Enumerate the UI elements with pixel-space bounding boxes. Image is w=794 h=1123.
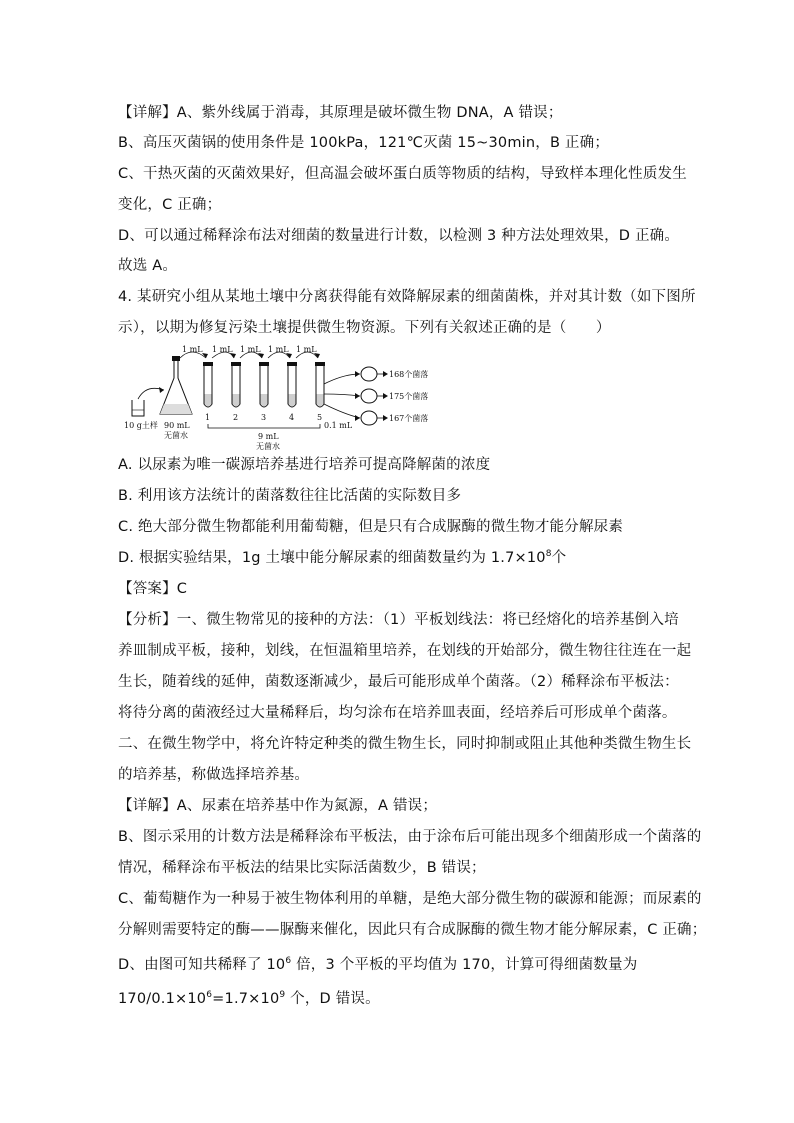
tube-number: 1: [205, 413, 211, 422]
analysis-line: 的培养基，称做选择培养基。: [118, 767, 310, 783]
text-segment: 个，D 错误。: [285, 991, 380, 1007]
text-line: C、干热灭菌的灭菌效果好，但高温会破坏蛋白质等物质的结构，导致样本理化性质发生: [118, 166, 687, 182]
explanation-line: C、葡萄糖作为一种易于被生物体利用的单糖，是绝大部分微生物的碳源和能源；而尿素的: [118, 891, 702, 907]
option-c: C. 绝大部分微生物都能利用葡萄糖，但是只有合成脲酶的微生物才能分解尿素: [118, 519, 624, 535]
diluent-label: 无菌水: [256, 442, 280, 451]
text-line: D、可以通过稀释涂布法对细菌的数量进行计数，以检测 3 种方法处理效果，D 正确。: [118, 228, 680, 244]
question-stem: 示），以期为修复污染土壤提供微生物资源。下列有关叙述正确的是（ ）: [118, 320, 611, 336]
transfer-volume-label: 1 mL: [268, 345, 289, 354]
option-d: [118, 548, 566, 568]
explanation-line: 【详解】A、尿素在培养基中作为氮源，A 错误；: [118, 798, 438, 814]
dilution-diagram: [124, 344, 429, 456]
tube-number: 4: [289, 413, 295, 422]
text-segment: 170/0.1×10: [118, 991, 207, 1007]
transfer-volume-label: 1 mL: [182, 345, 203, 354]
analysis-line: 【分析】一、微生物常见的接种的方法：（1）平板划线法：将已经熔化的培养基倒入培: [118, 612, 679, 628]
spread-volume-label: 0.1 mL: [324, 421, 353, 430]
option-a: A. 以尿素为唯一碳源培养基进行培养可提高降解菌的浓度: [118, 457, 491, 473]
option-b: B. 利用该方法统计的菌落数往往比活菌的实际数目多: [118, 488, 462, 504]
flask-icon: [160, 356, 192, 414]
text-segment: D、由图可知共稀释了 10: [118, 957, 286, 973]
text-line: 变化，C 正确；: [118, 197, 222, 213]
flask-diluent-label: 无菌水: [164, 431, 188, 440]
tube-number: 3: [261, 413, 267, 422]
question-stem: 4. 某研究小组从某地土壤中分离获得能有效降解尿素的细菌菌株，并对其计数（如下图所: [118, 289, 696, 305]
analysis-line: 养皿制成平板，接种，划线，在恒温箱里培养，在划线的开始部分，微生物往往连在一起: [118, 643, 692, 659]
soil-sample-label: 10 g土样: [124, 421, 158, 430]
explanation-line: [118, 955, 637, 975]
colony-count-label: 167个菌落: [389, 414, 429, 423]
beaker-icon: [132, 400, 144, 416]
text-line: 【详解】A、紫外线属于消毒，其原理是破坏微生物 DNA，A 错误；: [118, 105, 563, 121]
explanation-line: 分解则需要特定的酶——脲酶来催化，因此只有合成脲酶的微生物才能分解尿素，C 正确；: [118, 922, 707, 938]
option-d-unit: 个: [551, 550, 567, 566]
text-line: B、高压灭菌锅的使用条件是 100kPa，121℃灭菌 15~30min，B 正确；: [118, 135, 610, 151]
option-d-text: D. 根据实验结果，1g 土壤中能分解尿素的细菌数量约为 1.7×10: [118, 550, 546, 566]
transfer-volume-label: 1 mL: [296, 345, 317, 354]
exponent: 6: [285, 956, 292, 966]
tube-number: 5: [317, 413, 323, 422]
tube-number: 2: [233, 413, 239, 422]
explanation-line: 情况，稀释涂布平板法的结果比实际活菌数少，B 错误；: [118, 860, 486, 876]
text-segment: =1.7×10: [212, 991, 280, 1007]
flask-volume-label: 90 mL: [164, 421, 190, 430]
exponent: 9: [279, 990, 286, 1000]
analysis-line: 生长，随着线的延伸，菌数逐渐减少，最后可能形成单个菌落。（2）稀释涂布平板法：: [118, 674, 679, 690]
answer: 【答案】C: [118, 581, 188, 597]
transfer-volume-label: 1 mL: [212, 345, 233, 354]
analysis-line: 二、在微生物学中，将允许特定种类的微生物生长，同时抑制或阻止其他种类微生物生长: [118, 736, 692, 752]
text-segment: 倍，3 个平板的平均值为 170，计算可得细菌数量为: [291, 957, 638, 973]
analysis-line: 将待分离的菌液经过大量稀释后，均匀涂布在培养皿表面，经培养后可形成单个菌落。: [118, 705, 677, 721]
exponent: 8: [545, 549, 552, 559]
exponent: 6: [206, 990, 213, 1000]
petri-dish-icon: [361, 367, 377, 425]
explanation-line: B、图示采用的计数方法是稀释涂布平板法，由于涂布后可能出现多个细菌形成一个菌落的: [118, 829, 702, 845]
transfer-volume-label: 1 mL: [240, 345, 261, 354]
colony-count-label: 168个菌落: [389, 370, 429, 379]
text-line: 故选 A。: [118, 258, 178, 274]
diluent-volume-label: 9 mL: [258, 432, 279, 441]
explanation-line: [118, 989, 380, 1009]
colony-count-label: 175个菌落: [389, 392, 429, 401]
